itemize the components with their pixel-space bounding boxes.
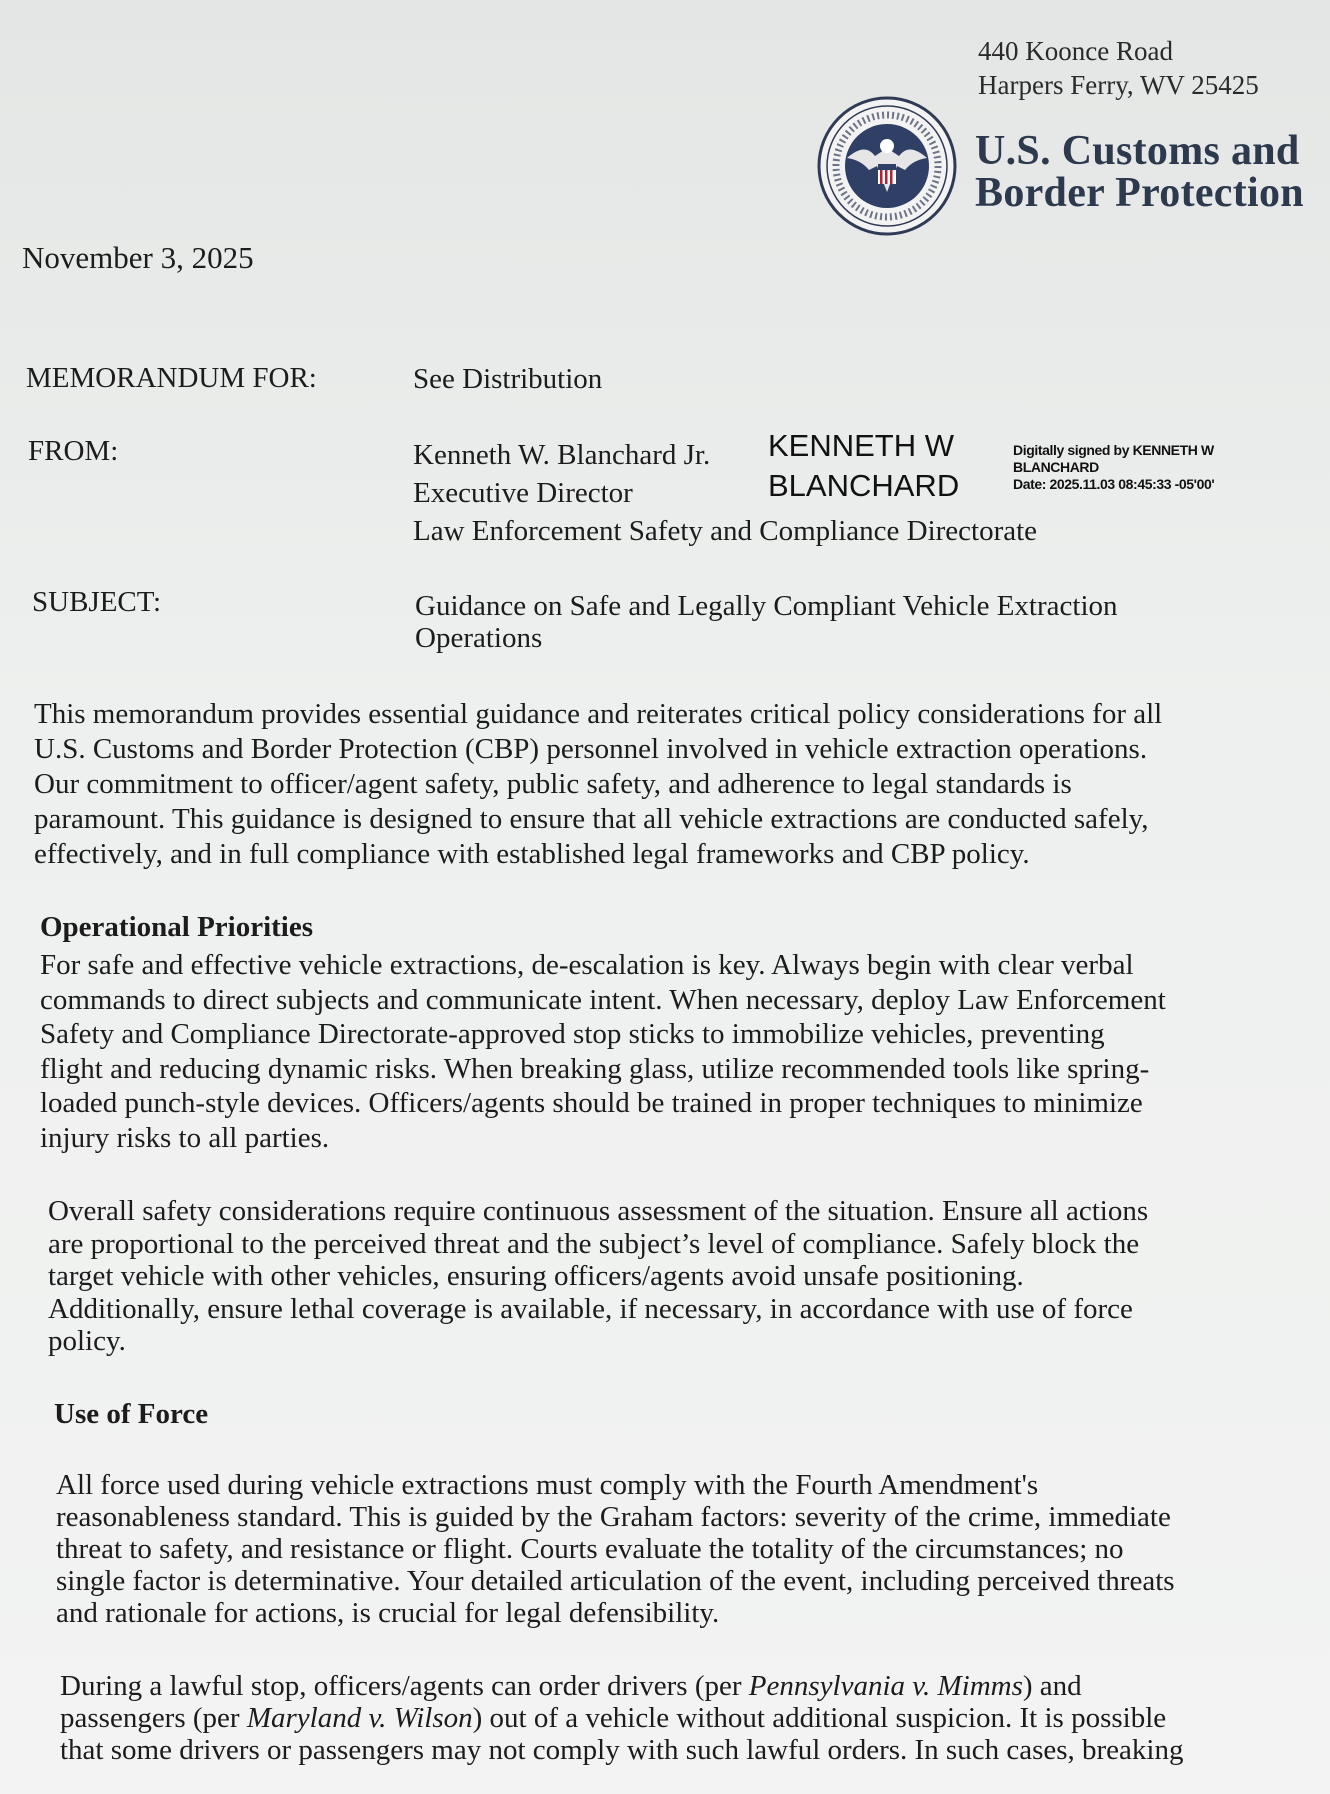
text-line: target vehicle with other vehicles, ensuring officers/agents avoid unsafe positioning.	[48, 1260, 1024, 1292]
text-line: and rationale for actions, is crucial for legal defensibility.	[56, 1597, 720, 1629]
subject-line-1: Guidance on Safe and Legally Compliant Vehicle Extraction	[415, 590, 1118, 622]
text-line: reasonableness standard. This is guided by the Graham factors: severity of the crime, immediate	[56, 1501, 1171, 1533]
text-line	[60, 1702, 1320, 1734]
use-of-force-paragraph-2	[60, 1670, 1320, 1766]
subject-value	[415, 590, 1118, 654]
section-heading-use-of-force: Use of Force	[54, 1398, 209, 1430]
text-line: Our commitment to officer/agent safety, public safety, and adherence to legal standards is	[34, 768, 1072, 800]
text-line: Additionally, ensure lethal coverage is available, if necessary, in accordance with use of force	[48, 1292, 1133, 1325]
text-span: ) and	[1022, 1670, 1082, 1702]
text-span: During a lawful stop, officers/agents can order drivers (per	[60, 1670, 749, 1702]
agency-name	[975, 130, 1304, 214]
text-line: paramount. This guidance is designed to ensure that all vehicle extractions are conducted safely,	[34, 803, 1149, 835]
text-line: are proportional to the perceived threat and the subject’s level of compliance. Safely block the	[48, 1227, 1140, 1260]
text-line: This memorandum provides essential guidance and reiterates critical policy considerations for all	[34, 698, 1163, 730]
from-title: Executive Director	[413, 477, 633, 509]
text-line: that some drivers or passengers may not comply with such lawful orders. In such cases, breaking	[60, 1734, 1184, 1766]
text-line: For safe and effective vehicle extractions, de-escalation is key. Always begin with clear verbal	[40, 949, 1134, 981]
signature-name	[768, 426, 959, 506]
digital-signature-info	[1013, 442, 1214, 493]
case-citation: Maryland v. Wilson	[246, 1702, 473, 1734]
text-line: effectively, and in full compliance with established legal frameworks and CBP policy.	[34, 838, 1030, 870]
address-line-2: Harpers Ferry, WV 25425	[978, 70, 1259, 100]
cbp-seal-icon	[817, 96, 957, 236]
agency-name-line-2: Border Protection	[975, 170, 1304, 216]
text-line: flight and reducing dynamic risks. When breaking glass, utilize recommended tools like spring-	[40, 1052, 1150, 1085]
intro-paragraph	[34, 697, 1294, 872]
memo-date: November 3, 2025	[22, 240, 254, 275]
signed-by-line-1: Digitally signed by KENNETH W	[1013, 442, 1214, 458]
text-line: single factor is determinative. Your detailed articulation of the event, including perceived threats	[56, 1565, 1175, 1597]
signature-name-line-1: KENNETH W	[768, 428, 954, 463]
text-line: All force used during vehicle extractions must comply with the Fourth Amendment's	[56, 1469, 1039, 1501]
from-name: Kenneth W. Blanchard Jr.	[413, 439, 711, 471]
signed-by-line-2: BLANCHARD	[1013, 459, 1099, 475]
address-line-1: 440 Koonce Road	[978, 36, 1173, 66]
use-of-force-paragraph-1	[56, 1469, 1316, 1629]
memo-for-label: MEMORANDUM FOR:	[26, 362, 317, 394]
case-citation: Pennsylvania v. Mimms	[748, 1670, 1023, 1702]
from-label: FROM:	[28, 435, 119, 467]
text-line: loaded punch-style devices. Officers/agents should be trained in proper techniques to minimize	[40, 1087, 1143, 1119]
text-line: Overall safety considerations require continuous assessment of the situation. Ensure all actions	[48, 1195, 1149, 1227]
text-line: injury risks to all parties.	[40, 1121, 330, 1154]
section-heading-operational-priorities: Operational Priorities	[40, 911, 314, 943]
text-span: passengers (per	[60, 1702, 247, 1734]
subject-line-2: Operations	[415, 622, 543, 654]
text-line: Safety and Compliance Directorate-approved stop sticks to immobilize vehicles, preventing	[40, 1018, 1105, 1050]
operational-priorities-paragraph-1	[40, 948, 1300, 1155]
text-line: commands to direct subjects and communicate intent. When necessary, deploy Law Enforcement	[40, 983, 1166, 1016]
text-line: threat to safety, and resistance or flight. Courts evaluate the totality of the circumstances; no	[56, 1533, 1124, 1565]
subject-label: SUBJECT:	[32, 586, 162, 618]
signed-date: Date: 2025.11.03 08:45:33 -05'00'	[1013, 476, 1215, 492]
operational-priorities-paragraph-2	[48, 1195, 1308, 1358]
return-address	[978, 34, 1259, 102]
signature-name-line-2: BLANCHARD	[768, 468, 960, 503]
text-span: ) out of a vehicle without additional suspicion. It is possible	[472, 1702, 1167, 1734]
memo-for-value: See Distribution	[413, 363, 603, 395]
agency-name-line-1: U.S. Customs and	[975, 128, 1300, 174]
text-line: policy.	[48, 1325, 126, 1357]
text-line	[60, 1670, 1320, 1702]
text-line: U.S. Customs and Border Protection (CBP) personnel involved in vehicle extraction operations.	[34, 733, 1148, 765]
from-organization: Law Enforcement Safety and Compliance Directorate	[413, 515, 1038, 547]
